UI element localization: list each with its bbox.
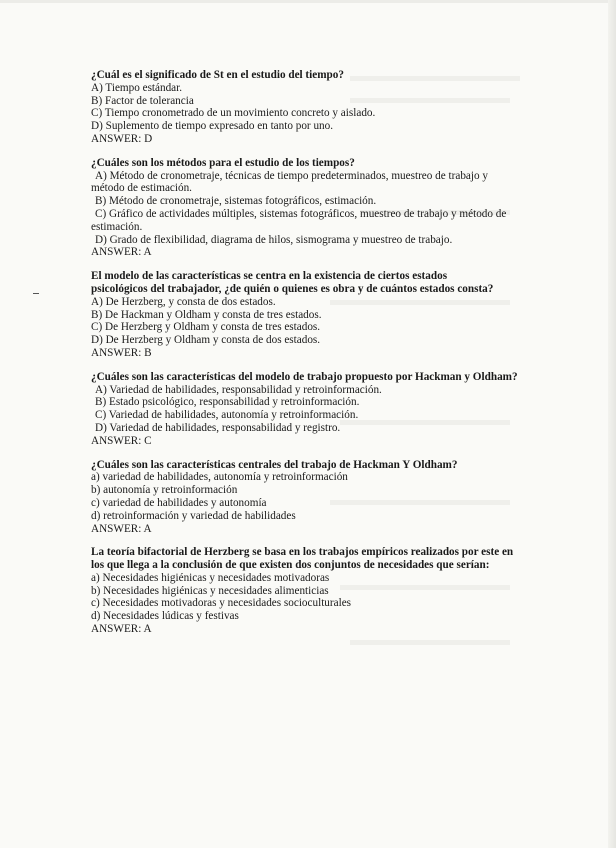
question-title: ¿Cuál es el significado de St en el estudio del tiempo? bbox=[91, 69, 344, 81]
page-right-edge bbox=[608, 0, 616, 848]
question-list bbox=[91, 69, 521, 647]
question-title: ¿Cuáles son las características del modelo de trabajo propuesto por Hackman y Oldham? bbox=[91, 370, 518, 383]
question-title: ¿Cuáles son los métodos para el estudio de los tiempos? bbox=[91, 156, 355, 169]
answer-line: ANSWER: D bbox=[91, 132, 153, 145]
option-a: A) De Herzberg, y consta de dos estados. bbox=[91, 295, 276, 308]
option-d: D) Variedad de habilidades, responsabilidad y registro. bbox=[95, 421, 341, 434]
option-c: C) Variedad de habilidades, autonomía y retroinformación. bbox=[95, 409, 359, 422]
question-title: El modelo de las características se centra en la existencia de ciertos estados psicológicos del trabajador, ¿de quién o quienes es obra y de cuántos estados consta? bbox=[91, 270, 494, 295]
answer-line: ANSWER: B bbox=[91, 346, 152, 359]
option-d: d) Necesidades lúdicas y festivas bbox=[91, 610, 239, 623]
option-c: C) De Herzberg y Oldham y consta de tres estados. bbox=[91, 321, 321, 334]
answer-line: ANSWER: C bbox=[91, 434, 152, 447]
question-5 bbox=[91, 459, 521, 536]
margin-mark bbox=[33, 293, 39, 294]
question-3 bbox=[91, 270, 521, 360]
option-b: b) autonomía y retroinformación bbox=[91, 484, 238, 497]
option-d: D) Grado de flexibilidad, diagrama de hilos, sismograma y muestreo de trabajo. bbox=[95, 233, 453, 246]
answer-line: ANSWER: A bbox=[91, 246, 152, 259]
option-b: B) Estado psicológico, responsabilidad y retroinformación. bbox=[95, 396, 360, 409]
question-title: La teoría bifactorial de Herzberg se basa en los trabajos empíricos realizados por este en los que llega a la conclusión de que existen dos conjuntos de necesidades que serían: bbox=[91, 546, 514, 572]
question-6 bbox=[91, 546, 521, 636]
option-b: B) Factor de tolerancia bbox=[91, 94, 194, 107]
answer-line: ANSWER: A bbox=[91, 522, 152, 535]
page-top-edge bbox=[0, 0, 616, 3]
option-a: A) Tiempo estándar. bbox=[91, 81, 183, 94]
option-d: D) De Herzberg y Oldham y consta de dos estados. bbox=[91, 334, 321, 347]
question-4 bbox=[91, 371, 521, 448]
option-b: B) De Hackman y Oldham y consta de tres estados. bbox=[91, 308, 322, 321]
option-b: B) Método de cronometraje, sistemas fotográficos, estimación. bbox=[95, 195, 377, 208]
option-c: c) variedad de habilidades y autonomía bbox=[91, 496, 267, 509]
option-c: c) Necesidades motivadoras y necesidades socioculturales bbox=[91, 597, 352, 610]
option-c: C) Gráfico de actividades múltiples, sistemas fotográficos, muestreo de trabajo y método de estimación. bbox=[91, 207, 507, 233]
question-1 bbox=[91, 69, 521, 146]
option-d: D) Suplemento de tiempo expresado en tanto por uno. bbox=[91, 120, 334, 133]
question-2 bbox=[91, 157, 521, 259]
question-title: ¿Cuáles son las características centrales del trabajo de Hackman Y Oldham? bbox=[91, 458, 458, 471]
option-a: A) Variedad de habilidades, responsabilidad y retroinformación. bbox=[95, 383, 382, 396]
option-a: a) Necesidades higiénicas y necesidades motivadoras bbox=[91, 571, 330, 584]
answer-line: ANSWER: A bbox=[91, 623, 152, 636]
option-c: C) Tiempo cronometrado de un movimiento concreto y aislado. bbox=[91, 107, 376, 120]
option-a: A) Método de cronometraje, técnicas de tiempo predeterminados, muestreo de trabajo y método de estimación. bbox=[91, 169, 488, 195]
option-b: b) Necesidades higiénicas y necesidades alimenticias bbox=[91, 584, 329, 597]
option-d: d) retroinformación y variedad de habilidades bbox=[91, 509, 296, 522]
option-a: a) variedad de habilidades, autonomía y retroinformación bbox=[91, 471, 348, 484]
